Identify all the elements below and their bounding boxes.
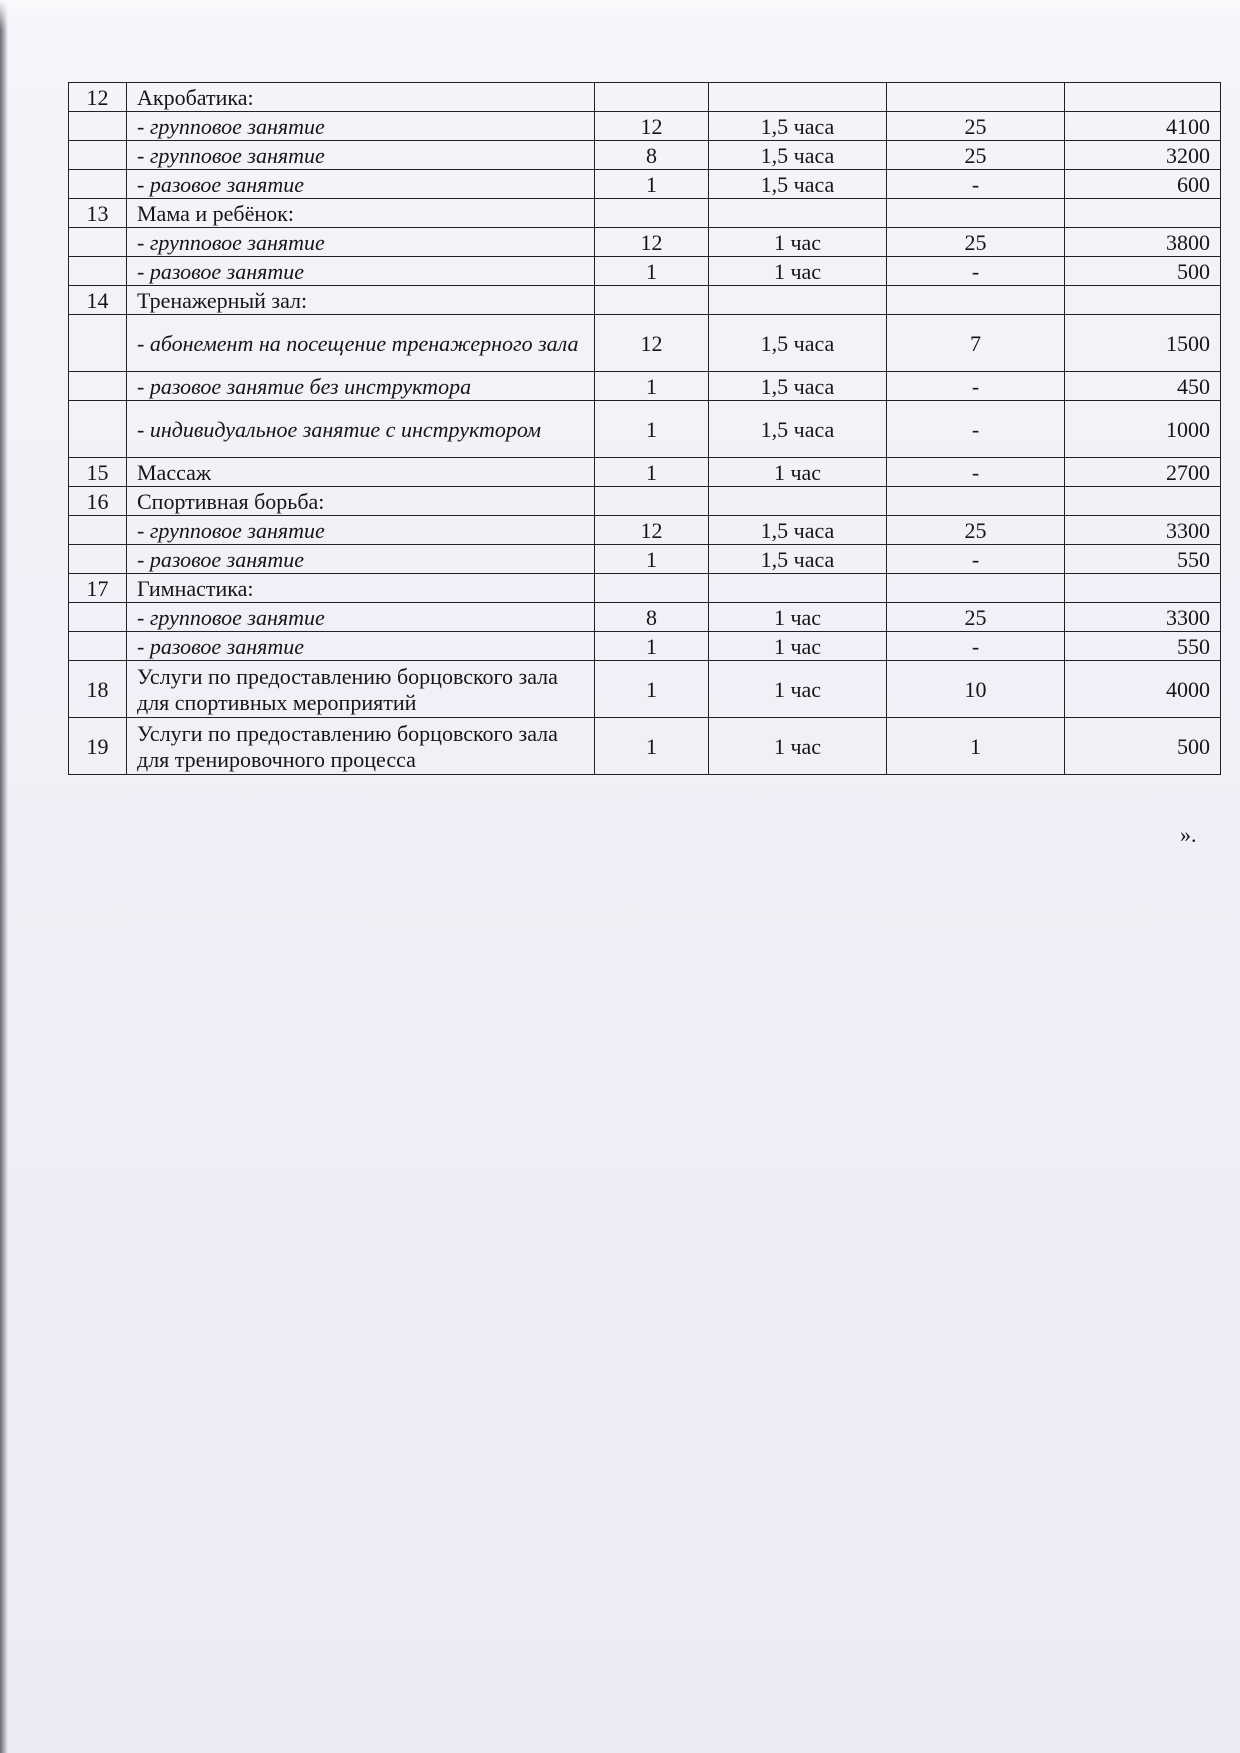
sessions-count-cell: 1 (595, 170, 709, 199)
price-cell: 4000 (1065, 661, 1221, 718)
price-cell (1065, 286, 1221, 315)
price-cell: 3200 (1065, 141, 1221, 170)
group-size-cell (887, 83, 1065, 112)
sessions-count-cell: 1 (595, 458, 709, 487)
group-size-cell: 25 (887, 228, 1065, 257)
service-name-cell: Тренажерный зал: (127, 286, 595, 315)
duration-cell (709, 286, 887, 315)
duration-cell: 1 час (709, 632, 887, 661)
table-subrow (69, 603, 1221, 632)
row-number-cell (69, 315, 127, 372)
table-row (69, 718, 1221, 775)
scan-top-margin (0, 0, 1240, 30)
price-cell: 3300 (1065, 516, 1221, 545)
table-subrow (69, 545, 1221, 574)
group-size-cell: - (887, 458, 1065, 487)
group-size-cell: 25 (887, 141, 1065, 170)
table-subrow (69, 632, 1221, 661)
sessions-count-cell: 1 (595, 257, 709, 286)
row-number-cell (69, 257, 127, 286)
price-cell (1065, 574, 1221, 603)
service-name-cell: - групповое занятие (127, 228, 595, 257)
service-name-cell: Услуги по предоставлению борцовского зала для тренировочного процесса (127, 718, 595, 775)
price-cell: 3300 (1065, 603, 1221, 632)
row-number-cell: 14 (69, 286, 127, 315)
row-number-cell: 18 (69, 661, 127, 718)
sessions-count-cell: 12 (595, 112, 709, 141)
table-subrow (69, 228, 1221, 257)
sessions-count-cell: 1 (595, 401, 709, 458)
sessions-count-cell: 12 (595, 516, 709, 545)
duration-cell: 1,5 часа (709, 516, 887, 545)
price-cell: 550 (1065, 632, 1221, 661)
service-name-cell: Акробатика: (127, 83, 595, 112)
group-size-cell: - (887, 372, 1065, 401)
duration-cell (709, 487, 887, 516)
table-row (69, 458, 1221, 487)
group-size-cell: 25 (887, 112, 1065, 141)
row-number-cell (69, 632, 127, 661)
service-name-cell: Гимнастика: (127, 574, 595, 603)
table-row (69, 286, 1221, 315)
price-cell: 1500 (1065, 315, 1221, 372)
service-name-cell: - групповое занятие (127, 603, 595, 632)
sessions-count-cell: 1 (595, 718, 709, 775)
row-number-cell (69, 545, 127, 574)
table-row (69, 487, 1221, 516)
sessions-count-cell: 1 (595, 372, 709, 401)
sessions-count-cell (595, 83, 709, 112)
sessions-count-cell (595, 199, 709, 228)
duration-cell (709, 574, 887, 603)
sessions-count-cell: 12 (595, 315, 709, 372)
table-subrow (69, 112, 1221, 141)
price-cell (1065, 487, 1221, 516)
sessions-count-cell: 8 (595, 141, 709, 170)
sessions-count-cell (595, 286, 709, 315)
row-number-cell: 19 (69, 718, 127, 775)
row-number-cell (69, 112, 127, 141)
price-cell: 450 (1065, 372, 1221, 401)
row-number-cell: 15 (69, 458, 127, 487)
duration-cell: 1,5 часа (709, 315, 887, 372)
table-row (69, 574, 1221, 603)
service-name-cell: - разовое занятие без инструктора (127, 372, 595, 401)
service-name-cell: Массаж (127, 458, 595, 487)
service-name-cell: - разовое занятие (127, 257, 595, 286)
service-name-cell: Мама и ребёнок: (127, 199, 595, 228)
table-subrow (69, 401, 1221, 458)
row-number-cell: 13 (69, 199, 127, 228)
group-size-cell (887, 286, 1065, 315)
duration-cell: 1 час (709, 661, 887, 718)
closing-quote-mark: ». (1180, 822, 1197, 847)
duration-cell: 1,5 часа (709, 372, 887, 401)
table-subrow (69, 170, 1221, 199)
group-size-cell: - (887, 545, 1065, 574)
service-name-cell: - абонемент на посещение тренажерного зала (127, 315, 595, 372)
table-subrow (69, 257, 1221, 286)
group-size-cell: - (887, 170, 1065, 199)
group-size-cell (887, 199, 1065, 228)
sessions-count-cell: 1 (595, 632, 709, 661)
duration-cell: 1 час (709, 228, 887, 257)
duration-cell: 1 час (709, 603, 887, 632)
group-size-cell: - (887, 401, 1065, 458)
service-name-cell: - индивидуальное занятие с инструктором (127, 401, 595, 458)
row-number-cell: 16 (69, 487, 127, 516)
price-cell: 1000 (1065, 401, 1221, 458)
group-size-cell: 25 (887, 516, 1065, 545)
row-number-cell (69, 170, 127, 199)
duration-cell: 1 час (709, 257, 887, 286)
group-size-cell: 7 (887, 315, 1065, 372)
table-subrow (69, 315, 1221, 372)
group-size-cell: 25 (887, 603, 1065, 632)
duration-cell: 1,5 часа (709, 112, 887, 141)
sessions-count-cell (595, 574, 709, 603)
duration-cell: 1 час (709, 458, 887, 487)
table-row (69, 661, 1221, 718)
duration-cell (709, 83, 887, 112)
duration-cell: 1,5 часа (709, 170, 887, 199)
row-number-cell (69, 603, 127, 632)
row-number-cell (69, 141, 127, 170)
group-size-cell (887, 487, 1065, 516)
sessions-count-cell (595, 487, 709, 516)
group-size-cell: 10 (887, 661, 1065, 718)
price-cell (1065, 199, 1221, 228)
price-cell: 500 (1065, 718, 1221, 775)
sessions-count-cell: 8 (595, 603, 709, 632)
sessions-count-cell: 1 (595, 661, 709, 718)
service-name-cell: - групповое занятие (127, 112, 595, 141)
price-cell: 4100 (1065, 112, 1221, 141)
table-subrow (69, 516, 1221, 545)
service-name-cell: - групповое занятие (127, 141, 595, 170)
service-name-cell: - групповое занятие (127, 516, 595, 545)
row-number-cell: 17 (69, 574, 127, 603)
price-cell: 2700 (1065, 458, 1221, 487)
service-name-cell: Спортивная борьба: (127, 487, 595, 516)
row-number-cell (69, 228, 127, 257)
service-name-cell: - разовое занятие (127, 632, 595, 661)
row-number-cell: 12 (69, 83, 127, 112)
row-number-cell (69, 516, 127, 545)
group-size-cell: - (887, 632, 1065, 661)
row-number-cell (69, 372, 127, 401)
sessions-count-cell: 1 (595, 545, 709, 574)
group-size-cell: 1 (887, 718, 1065, 775)
price-cell (1065, 83, 1221, 112)
duration-cell: 1,5 часа (709, 141, 887, 170)
table-row (69, 83, 1221, 112)
group-size-cell: - (887, 257, 1065, 286)
duration-cell: 1,5 часа (709, 545, 887, 574)
price-table-body (69, 83, 1221, 775)
table-subrow (69, 141, 1221, 170)
price-cell: 3800 (1065, 228, 1221, 257)
row-number-cell (69, 401, 127, 458)
price-cell: 500 (1065, 257, 1221, 286)
duration-cell: 1,5 часа (709, 401, 887, 458)
duration-cell: 1 час (709, 718, 887, 775)
group-size-cell (887, 574, 1065, 603)
price-cell: 600 (1065, 170, 1221, 199)
duration-cell (709, 199, 887, 228)
scan-edge (0, 0, 8, 1753)
service-name-cell: - разовое занятие (127, 170, 595, 199)
service-name-cell: - разовое занятие (127, 545, 595, 574)
service-name-cell: Услуги по предоставлению борцовского зала для спортивных мероприятий (127, 661, 595, 718)
table-subrow (69, 372, 1221, 401)
price-table (68, 82, 1221, 775)
sessions-count-cell: 12 (595, 228, 709, 257)
price-cell: 550 (1065, 545, 1221, 574)
table-row (69, 199, 1221, 228)
